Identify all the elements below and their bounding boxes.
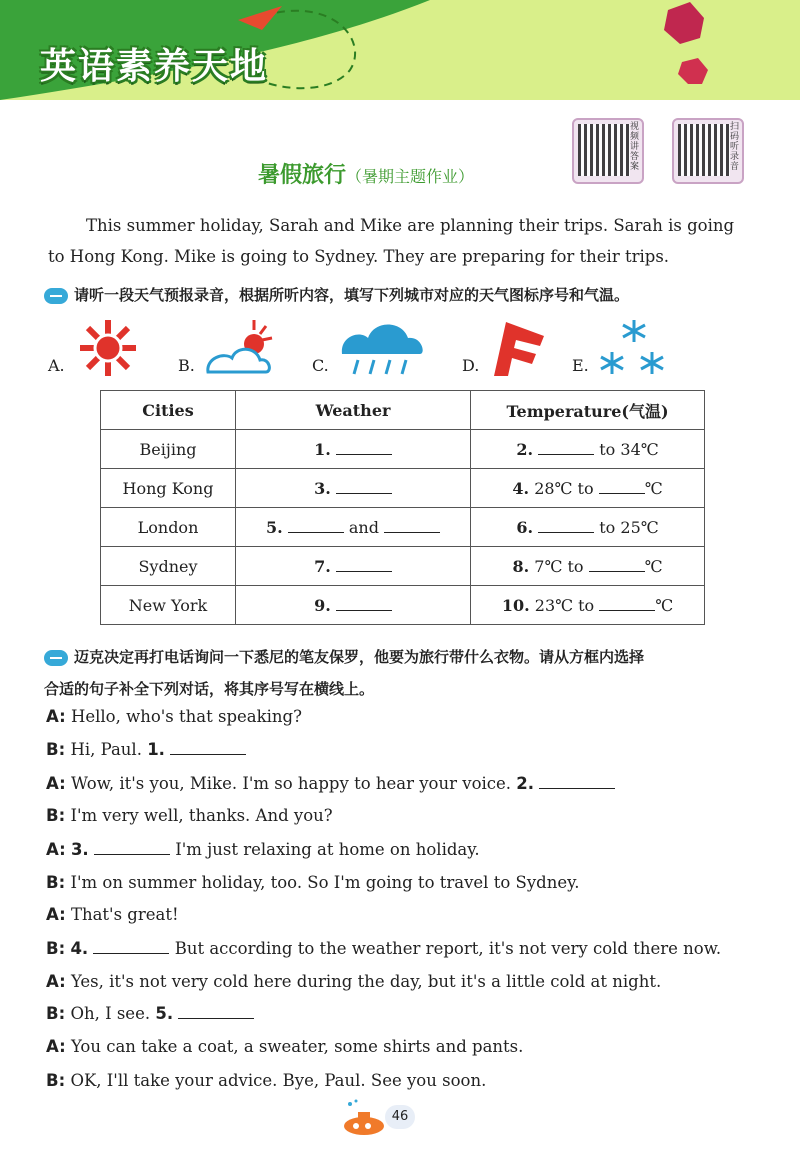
option-c-label: C. [312, 356, 329, 375]
temperature-cell[interactable]: 2. to 34℃ [471, 430, 705, 469]
qr-code-video[interactable] [572, 118, 644, 184]
qr-caption: 扫码听录音 [730, 122, 740, 172]
table-header-row [101, 391, 705, 430]
answer-blank-5[interactable] [178, 1018, 254, 1019]
weather-cell[interactable]: 3. [236, 469, 471, 508]
table-row [101, 430, 705, 469]
table-row [101, 586, 705, 625]
table-row [101, 469, 705, 508]
city-cell: New York [101, 586, 236, 625]
temperature-cell[interactable]: 8. 7℃ to ℃ [471, 547, 705, 586]
answer-blank-3[interactable] [94, 854, 170, 855]
cube-small-icon [678, 58, 708, 84]
header-temperature: Temperature(气温) [471, 391, 705, 430]
dialogue-line: A: That's great! [46, 905, 179, 924]
intro-line-2: to Hong Kong. Mike is going to Sydney. They are preparing for their trips. [48, 247, 670, 266]
title-main: 暑假旅行 [258, 163, 347, 188]
dialogue-line: B: Oh, I see. 5. [46, 1004, 254, 1023]
task1-instruction: 请听一段天气预报录音，根据所听内容，填写下列城市对应的天气图标序号和气温。 [44, 284, 629, 305]
weather-cell[interactable]: 7. [236, 547, 471, 586]
cloudy-sun-icon [204, 318, 274, 378]
page-title [258, 158, 474, 189]
weather-table [100, 390, 705, 625]
dialogue-line: A: Wow, it's you, Mike. I'm so happy to hear your voice. 2. [46, 774, 615, 793]
qr-pattern [678, 124, 730, 176]
option-d-label: D. [462, 356, 480, 375]
section-title: 英语素养天地 [40, 46, 269, 87]
dialogue-line: B: I'm very well, thanks. And you? [46, 806, 333, 825]
weather-cell[interactable]: 1. [236, 430, 471, 469]
weather-cell[interactable]: 5. and [236, 508, 471, 547]
dialogue-line: B: 4. But according to the weather report, it's not very cold there now. [46, 939, 722, 958]
dialogue-line: A: 3. I'm just relaxing at home on holiday. [46, 840, 480, 859]
header-weather: Weather [236, 391, 471, 430]
city-cell: Sydney [101, 547, 236, 586]
dialogue-line: A: You can take a coat, a sweater, some shirts and pants. [46, 1037, 524, 1056]
qr-pattern [578, 124, 630, 176]
dialogue-line: B: Hi, Paul. 1. [46, 740, 246, 759]
temperature-cell[interactable]: 6. to 25℃ [471, 508, 705, 547]
answer-blank-4[interactable] [93, 953, 169, 954]
task-badge-icon [44, 650, 68, 666]
intro-line-1: This summer holiday, Sarah and Mike are planning their trips. Sarah is going [86, 216, 735, 235]
city-cell: London [101, 508, 236, 547]
answer-blank-2[interactable] [539, 788, 615, 789]
dialogue-line: B: OK, I'll take your advice. Bye, Paul. See you soon. [46, 1071, 487, 1090]
task-badge-icon [44, 288, 68, 304]
rainy-icon [338, 316, 426, 378]
dialogue-line: A: Yes, it's not very cold here during the day, but it's a little cold at night. [46, 972, 662, 991]
answer-blank-1[interactable] [170, 754, 246, 755]
dialogue-line: A: Hello, who's that speaking? [46, 707, 302, 726]
weather-cell[interactable]: 9. [236, 586, 471, 625]
header-cities: Cities [101, 391, 236, 430]
dialogue-line: B: I'm on summer holiday, too. So I'm going to travel to Sydney. [46, 873, 580, 892]
option-b-label: B. [178, 356, 195, 375]
table-row [101, 508, 705, 547]
qr-caption: 视频讲答案 [630, 122, 640, 172]
city-cell: Hong Kong [101, 469, 236, 508]
cube-icon [664, 2, 704, 44]
sunny-icon [78, 318, 138, 378]
windy-icon [488, 318, 548, 380]
page-number: 46 [385, 1105, 415, 1129]
task2-instruction: 迈克决定再打电话询问一下悉尼的笔友保罗，他要为旅行带什么衣物。请从方框内选择 合适的句子补全下列对话，将其序号写在横线上。 [44, 648, 645, 698]
title-sub: （暑期主题作业） [346, 167, 475, 186]
city-cell: Beijing [101, 430, 236, 469]
snowy-icon [598, 316, 668, 378]
option-e-label: E. [572, 356, 589, 375]
temperature-cell[interactable]: 4. 28℃ to ℃ [471, 469, 705, 508]
temperature-cell[interactable]: 10. 23℃ to ℃ [471, 586, 705, 625]
option-a-label: A. [48, 356, 65, 375]
table-row [101, 547, 705, 586]
qr-code-audio[interactable] [672, 118, 744, 184]
